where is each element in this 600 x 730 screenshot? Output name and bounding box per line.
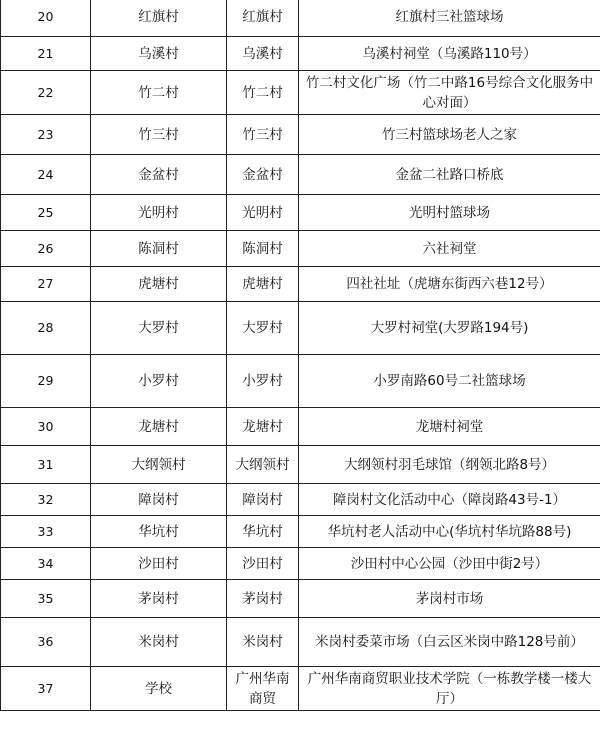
location-cell: 小罗南路60号二社篮球场	[299, 355, 600, 408]
village-cell: 竹三村	[91, 115, 227, 155]
row-number: 23	[1, 115, 91, 155]
unit-cell: 虎塘村	[227, 267, 299, 302]
table-row	[1, 302, 600, 355]
village-cell: 红旗村	[91, 0, 227, 37]
location-cell: 龙塘村祠堂	[299, 408, 600, 446]
table-row	[1, 195, 600, 231]
unit-cell: 光明村	[227, 195, 299, 231]
row-number: 37	[1, 667, 91, 711]
village-cell: 乌溪村	[91, 37, 227, 71]
row-number: 21	[1, 37, 91, 71]
unit-cell: 大罗村	[227, 302, 299, 355]
location-cell: 乌溪村祠堂（乌溪路110号）	[299, 37, 600, 71]
row-number: 24	[1, 155, 91, 195]
table-row	[1, 231, 600, 267]
row-number: 25	[1, 195, 91, 231]
unit-cell: 小罗村	[227, 355, 299, 408]
table-row	[1, 155, 600, 195]
unit-cell: 沙田村	[227, 548, 299, 580]
table-row	[1, 484, 600, 516]
location-cell: 沙田村中心公园（沙田中街2号）	[299, 548, 600, 580]
table-row	[1, 516, 600, 548]
table-row	[1, 446, 600, 484]
unit-cell: 竹二村	[227, 71, 299, 115]
location-cell: 障岗村文化活动中心（障岗路43号-1）	[299, 484, 600, 516]
row-number: 35	[1, 580, 91, 618]
village-cell: 大罗村	[91, 302, 227, 355]
table-row	[1, 71, 600, 115]
unit-cell: 红旗村	[227, 0, 299, 37]
row-number: 29	[1, 355, 91, 408]
row-number: 26	[1, 231, 91, 267]
location-cell: 华坑村老人活动中心(华坑村华坑路88号)	[299, 516, 600, 548]
table-row	[1, 37, 600, 71]
row-number: 33	[1, 516, 91, 548]
row-number: 36	[1, 618, 91, 667]
unit-cell: 华坑村	[227, 516, 299, 548]
village-cell: 米岗村	[91, 618, 227, 667]
location-cell: 广州华南商贸职业技术学院（一栋教学楼一楼大厅）	[299, 667, 600, 711]
village-cell: 茅岗村	[91, 580, 227, 618]
table-row	[1, 408, 600, 446]
unit-cell: 广州华南商贸	[227, 667, 299, 711]
unit-cell: 龙塘村	[227, 408, 299, 446]
village-cell: 陈洞村	[91, 231, 227, 267]
unit-cell: 米岗村	[227, 618, 299, 667]
village-cell: 小罗村	[91, 355, 227, 408]
table-row	[1, 0, 600, 37]
village-cell: 虎塘村	[91, 267, 227, 302]
row-number: 34	[1, 548, 91, 580]
table-row	[1, 115, 600, 155]
row-number: 22	[1, 71, 91, 115]
location-cell: 竹三村篮球场老人之家	[299, 115, 600, 155]
unit-cell: 乌溪村	[227, 37, 299, 71]
unit-cell: 金盆村	[227, 155, 299, 195]
village-cell: 障岗村	[91, 484, 227, 516]
unit-cell: 障岗村	[227, 484, 299, 516]
location-cell: 米岗村委菜市场（白云区米岗中路128号前）	[299, 618, 600, 667]
village-cell: 金盆村	[91, 155, 227, 195]
village-cell: 学校	[91, 667, 227, 711]
location-cell: 四社社址（虎塘东街西六巷12号）	[299, 267, 600, 302]
table-row	[1, 267, 600, 302]
location-cell: 大罗村祠堂(大罗路194号)	[299, 302, 600, 355]
row-number: 20	[1, 0, 91, 37]
location-cell: 大纲领村羽毛球馆（纲领北路8号）	[299, 446, 600, 484]
table-row	[1, 355, 600, 408]
village-cell: 沙田村	[91, 548, 227, 580]
location-cell: 金盆二社路口桥底	[299, 155, 600, 195]
table-row	[1, 667, 600, 711]
unit-cell: 陈洞村	[227, 231, 299, 267]
location-cell: 红旗村三社篮球场	[299, 0, 600, 37]
village-cell: 大纲领村	[91, 446, 227, 484]
table-row	[1, 548, 600, 580]
location-cell: 光明村篮球场	[299, 195, 600, 231]
unit-cell: 茅岗村	[227, 580, 299, 618]
location-cell: 竹二村文化广场（竹二中路16号综合文化服务中心对面）	[299, 71, 600, 115]
row-number: 32	[1, 484, 91, 516]
row-number: 28	[1, 302, 91, 355]
village-cell: 龙塘村	[91, 408, 227, 446]
village-cell: 竹二村	[91, 71, 227, 115]
table-row	[1, 580, 600, 618]
village-cell: 光明村	[91, 195, 227, 231]
village-cell: 华坑村	[91, 516, 227, 548]
table-row	[1, 618, 600, 667]
row-number: 30	[1, 408, 91, 446]
row-number: 27	[1, 267, 91, 302]
location-cell: 茅岗村市场	[299, 580, 600, 618]
unit-cell: 竹三村	[227, 115, 299, 155]
unit-cell: 大纲领村	[227, 446, 299, 484]
location-cell: 六社祠堂	[299, 231, 600, 267]
row-number: 31	[1, 446, 91, 484]
